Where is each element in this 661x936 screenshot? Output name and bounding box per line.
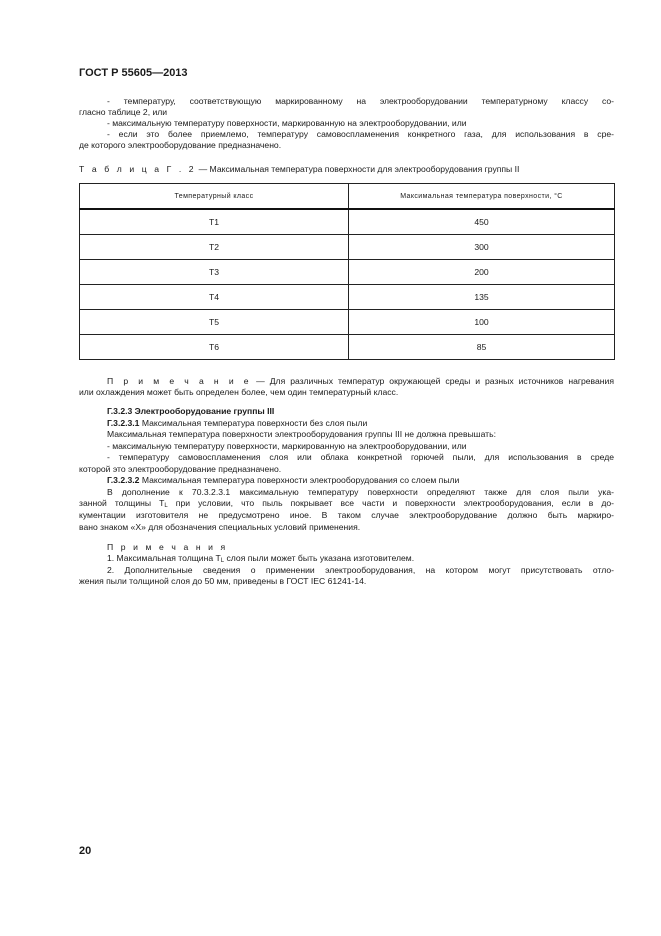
note-text: — Для различных температур окружающей среды и разных источников нагревания [256, 376, 615, 386]
table-caption-text: — Максимальная температура поверхности для электрооборудования группы II [198, 164, 520, 174]
note-item [107, 553, 614, 564]
page-number: 20 [79, 845, 92, 857]
table-cell: Т1 [80, 209, 349, 235]
intro-line: де которого электрооборудование предназначено. [79, 140, 282, 150]
note-line [107, 376, 614, 387]
body-line: вано знаком «X» для обозначения специальных условий применения. [79, 522, 361, 532]
intro-line: - если это более приемлемо, температуру самовоспламенения конкретного газа, для использования в сре- [107, 129, 614, 139]
table-row [80, 335, 615, 360]
text-run: при условии, что пыль покрывает все части и поверхности электрооборудования, если в до- [167, 498, 614, 508]
subsection-number: Г.3.2.3.2 [107, 475, 140, 485]
table-cell: 100 [349, 310, 615, 335]
intro-line: - максимальную температуру поверхности, маркированную на электрооборудовании, или [107, 118, 467, 128]
document-header: ГОСТ Р 55605—2013 [79, 67, 188, 79]
text-run: 1. Максимальная толщина T [107, 553, 221, 563]
body-line: которой это электрооборудование предназначено. [79, 464, 282, 474]
body-line: кументации изготовителя не предусмотрено иное. В таком случае электрооборудование должно быть маркиро- [79, 510, 614, 520]
subscript: L [220, 558, 225, 564]
table-caption-label: Т а б л и ц а Г . 2 [79, 164, 197, 174]
subscript: L [164, 503, 168, 509]
column-header: Температурный класс [80, 184, 349, 210]
notes-label: П р и м е ч а н и я [107, 542, 228, 552]
table-cell: 200 [349, 260, 615, 285]
intro-line: - температуру, соответствующую маркированному на электрооборудовании температурному классу со- [107, 96, 614, 106]
table-header-row [80, 184, 615, 210]
note-line: или охлаждения может быть определен более, чем один температурный класс. [79, 387, 399, 397]
table-cell: Т3 [80, 260, 349, 285]
table-cell: Т6 [80, 335, 349, 360]
table-cell: Т4 [80, 285, 349, 310]
subsection-number: Г.3.2.3.1 [107, 418, 140, 428]
subsection-title [107, 475, 614, 486]
subsection-title-text: Максимальная температура поверхности без слоя пыли [141, 418, 368, 428]
body-line: - максимальную температуру поверхности, маркированную на электрооборудовании, или [107, 441, 467, 451]
column-header: Максимальная температура поверхности, °С [349, 184, 615, 210]
table-cell: 85 [349, 335, 615, 360]
body-line: В дополнение к 70.3.2.3.1 максимальную температуру поверхности определяют также для слоя пыли ука- [107, 487, 614, 497]
table-caption [79, 164, 614, 175]
table-cell: 450 [349, 209, 615, 235]
text-run: занной толщины T [79, 498, 165, 508]
table-cell: Т5 [80, 310, 349, 335]
table-cell: 135 [349, 285, 615, 310]
temperature-table [79, 183, 615, 360]
table-row [80, 285, 615, 310]
table-row [80, 209, 615, 235]
note-item: жения пыли толщиной слоя до 50 мм, приведены в ГОСТ IEC 61241-14. [79, 576, 367, 586]
body-line [79, 498, 614, 509]
section-heading: Г.3.2.3 Электрооборудование группы III [107, 406, 275, 416]
table-row [80, 235, 615, 260]
body-line: Максимальная температура поверхности электрооборудования группы III не должна превышать: [107, 429, 496, 439]
table-row [80, 310, 615, 335]
text-run: слоя пыли может быть указана изготовителем. [224, 553, 415, 563]
intro-line: гласно таблице 2, или [79, 107, 168, 117]
table-cell: 300 [349, 235, 615, 260]
subsection-title [107, 418, 614, 429]
table-row [80, 260, 615, 285]
note-item: 2. Дополнительные сведения о применении электрооборудования, на котором могут присутствовать отло- [107, 565, 614, 575]
table-cell: Т2 [80, 235, 349, 260]
note-label: П р и м е ч а н и е [107, 376, 252, 386]
subsection-title-text: Максимальная температура поверхности электрооборудования со слоем пыли [141, 475, 460, 485]
body-line: - температуру самовоспламенения слоя или облака конкретной горючей пыли, для использования в среде [107, 452, 614, 462]
